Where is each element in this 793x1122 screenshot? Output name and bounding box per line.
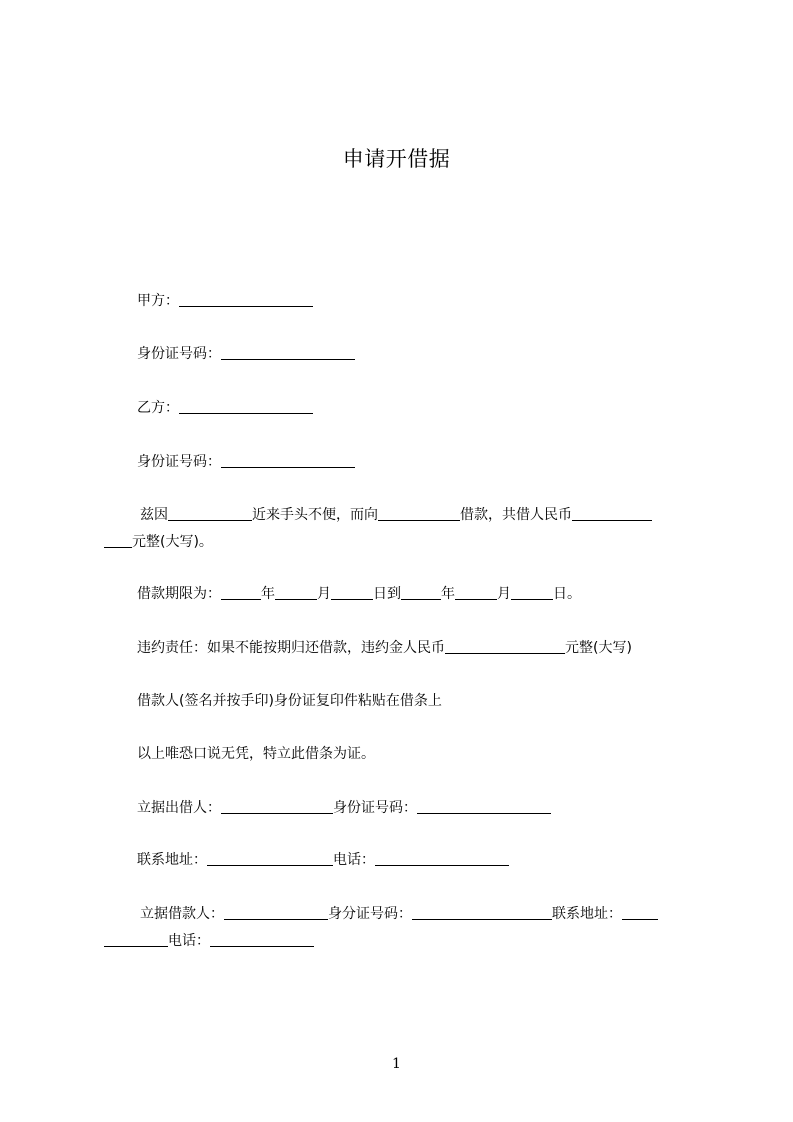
- reason-line-1: [140, 506, 652, 524]
- address-label: 联系地址：: [137, 852, 207, 868]
- borrower-id-label: 身分证号码：: [328, 906, 412, 922]
- penalty-text: 违约责任：如果不能按期归还借款，违约金人民币: [137, 640, 445, 656]
- borrower-address-blank-cont[interactable]: [104, 932, 168, 947]
- penalty-line: [137, 639, 632, 657]
- reason-name-blank[interactable]: [168, 506, 252, 521]
- penalty-text: 元整(大写): [565, 640, 632, 656]
- borrower-blank[interactable]: [224, 905, 328, 920]
- party-b-blank[interactable]: [179, 399, 313, 414]
- borrower-line-2: [104, 932, 314, 950]
- party-a-id-line: [137, 345, 355, 363]
- lender-name-blank[interactable]: [378, 506, 460, 521]
- reason-text: 元整(大写)。: [132, 534, 213, 550]
- borrower-id-blank[interactable]: [412, 905, 552, 920]
- borrower-phone-label: 电话：: [168, 933, 210, 949]
- lender-id-label: 身份证号码：: [333, 800, 417, 816]
- party-a-line: [137, 292, 313, 310]
- document-title: 申请开借据: [342, 147, 451, 171]
- page-number: 1: [392, 1056, 401, 1072]
- month-text: 月: [317, 586, 331, 602]
- party-a-id-blank[interactable]: [221, 345, 355, 360]
- year-text: 年: [441, 586, 455, 602]
- period-label: 借款期限为：: [137, 586, 221, 602]
- end-day-blank[interactable]: [511, 585, 553, 600]
- start-month-blank[interactable]: [275, 585, 317, 600]
- phone-label: 电话：: [333, 852, 375, 868]
- reason-text: 兹因: [140, 507, 168, 523]
- reason-text: 借款，共借人民币: [460, 507, 572, 523]
- lender-id-blank[interactable]: [417, 799, 551, 814]
- lender-label: 立据出借人：: [137, 800, 221, 816]
- borrower-address-blank[interactable]: [622, 905, 658, 920]
- borrower-line-1: [140, 905, 658, 923]
- address-blank[interactable]: [207, 851, 333, 866]
- borrower-phone-blank[interactable]: [210, 932, 314, 947]
- lender-blank[interactable]: [221, 799, 333, 814]
- start-day-blank[interactable]: [331, 585, 373, 600]
- phone-blank[interactable]: [375, 851, 509, 866]
- day-text: 日。: [553, 586, 581, 602]
- borrower-label: 立据借款人：: [140, 906, 224, 922]
- statement: 以上唯恐口说无凭，特立此借条为证。: [137, 746, 375, 762]
- borrower-address-label: 联系地址：: [552, 906, 622, 922]
- party-a-label: 甲方：: [137, 293, 179, 309]
- lender-line: [137, 799, 551, 817]
- period-line: [137, 585, 581, 603]
- end-year-blank[interactable]: [401, 585, 441, 600]
- reason-text: 近来手头不便，而向: [252, 507, 378, 523]
- party-a-blank[interactable]: [179, 292, 313, 307]
- contact-line: [137, 851, 509, 869]
- end-month-blank[interactable]: [455, 585, 497, 600]
- day-to-text: 日到: [373, 586, 401, 602]
- id-label: 身份证号码：: [137, 346, 221, 362]
- amount-blank-cont[interactable]: [104, 533, 132, 548]
- year-text: 年: [261, 586, 275, 602]
- month-text: 月: [497, 586, 511, 602]
- reason-line-2: [104, 533, 213, 551]
- borrower-note: 借款人(签名并按手印)身份证复印件粘贴在借条上: [137, 693, 442, 709]
- party-b-label: 乙方：: [137, 400, 179, 416]
- amount-blank[interactable]: [572, 506, 652, 521]
- party-b-id-blank[interactable]: [221, 453, 355, 468]
- party-b-id-line: [137, 453, 355, 471]
- id-label: 身份证号码：: [137, 454, 221, 470]
- party-b-line: [137, 399, 313, 417]
- penalty-amount-blank[interactable]: [445, 639, 565, 654]
- start-year-blank[interactable]: [221, 585, 261, 600]
